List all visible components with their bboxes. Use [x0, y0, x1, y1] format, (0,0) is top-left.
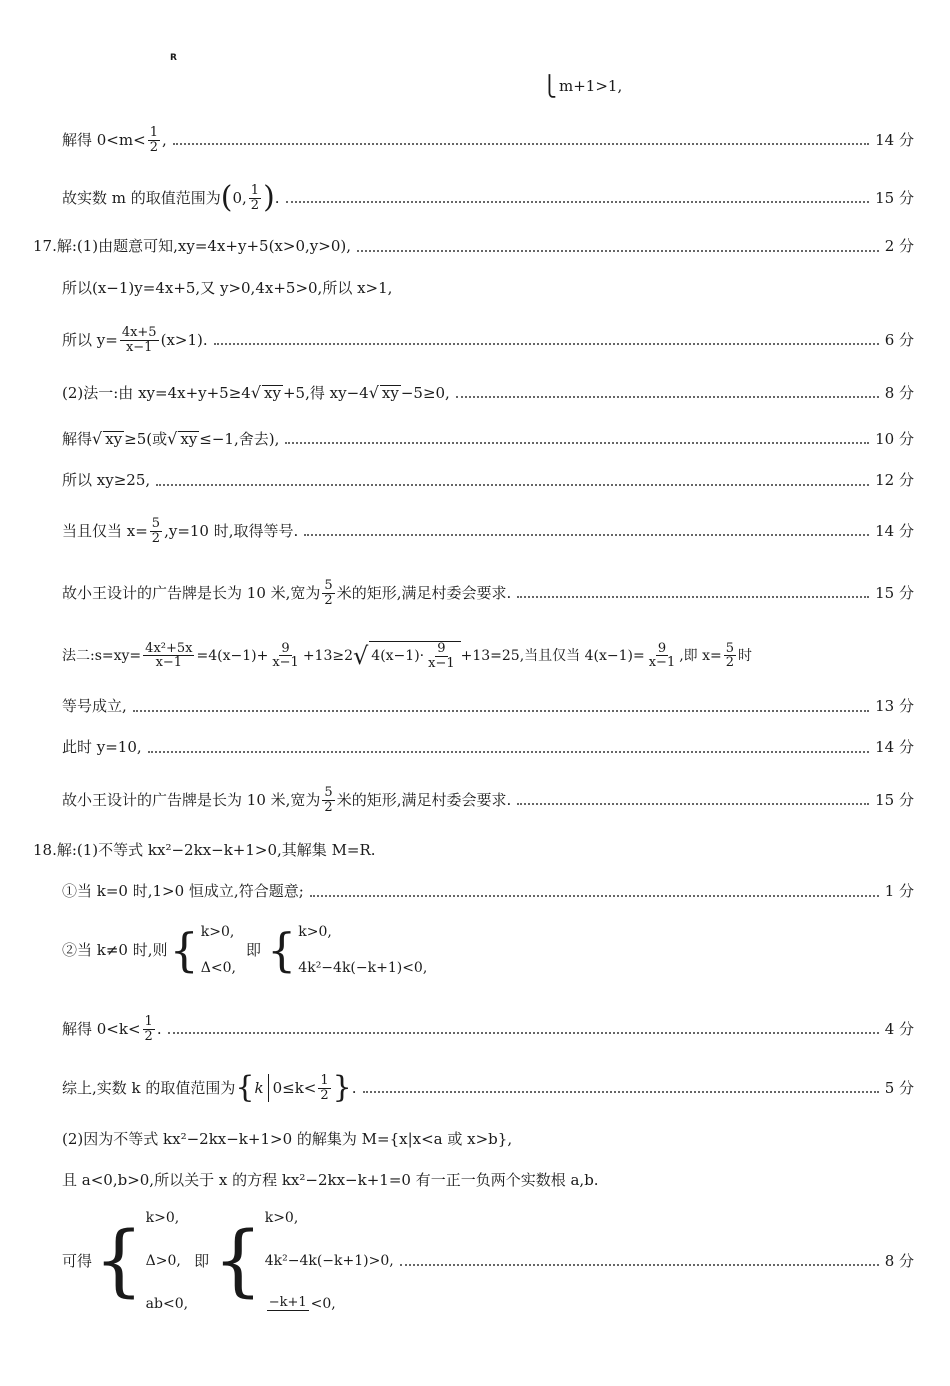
line-l4: 所以(x−1)y=4x+5,又 y>0,4x+5>0,所以 x>1, — [62, 279, 393, 297]
line-l19: 综上,实数 k 的取值范围为 { k 0≤k< $\frac{1}{2}$ } . 5 分 — [62, 1070, 914, 1105]
score: 15 分 — [875, 188, 914, 207]
score: 13 分 — [875, 697, 914, 715]
score: 2 分 — [884, 237, 914, 255]
top-mark: R — [170, 53, 177, 63]
line-l15: 18.解:(1)不等式 kx²−2kx−k+1>0,其解集 M=R. — [33, 841, 376, 859]
line-l13: 此时 y=10, 14 分 — [62, 738, 914, 756]
score: 4 分 — [884, 1019, 914, 1038]
score: 1 分 — [884, 882, 914, 900]
score: 12 分 — [875, 471, 914, 489]
m-condition-line: ⎩ m+1>1, — [542, 74, 623, 98]
line-l6: (2)法一:由 xy=4x+y+5≥4 √ xy +5,得 xy−4 √ xy −5≥0, 8 分 — [62, 383, 914, 402]
line-l11: 法二:s=xy= $\frac{\text{4x²+5x}}{x-1}$ =4(x−1)+ $\frac{9}{x-1}$ +13≥2 √ 4(x−1)· $\frac{9}{x-1}$ +13=25,当且仅当 4(x−1)= $\frac{9}{x-1}$ ,即 x= $\frac{5}{2}$ 时 — [62, 640, 753, 671]
line-l1: 解得 0<m< $\frac{1}{2}$ , 14 分 — [62, 125, 914, 155]
line-l8: 所以 xy≥25, 12 分 — [62, 471, 914, 489]
score: 14 分 — [875, 130, 914, 149]
score: 15 分 — [875, 790, 914, 809]
line-l18: 解得 0<k< $\frac{1}{2}$ . 4 分 — [62, 1014, 914, 1044]
score: 8 分 — [884, 383, 914, 402]
score: 5 分 — [884, 1078, 914, 1097]
line-l5: 所以 y= $\frac{4x+5}{x-1}$ (x>1). 6 分 — [62, 325, 914, 355]
line-l12: 等号成立, 13 分 — [62, 697, 914, 715]
score: 15 分 — [875, 583, 914, 602]
line-l7: 解得 √ xy ≥5(或 √ xy ≤−1,舍去), 10 分 — [62, 429, 914, 448]
line-l2: 故实数 m 的取值范围为 ( 0, $\frac{1}{2}$ ) . 15 分 — [62, 180, 914, 215]
line-l10: 故小王设计的广告牌是长为 10 米,宽为 $\frac{5}{2}$ 米的矩形,满足村委会要求. 15 分 — [62, 578, 914, 608]
line-l20: (2)因为不等式 kx²−2kx−k+1>0 的解集为 M={x|x<a 或 x>b}, — [62, 1130, 513, 1148]
score: 14 分 — [875, 521, 914, 540]
line-l22: 可得 { k>0, Δ>0, ab<0, 即 { k>0, 4k²−4k(−k+1)>0, −k+1 <0, 8 分 — [62, 1210, 914, 1312]
score: 10 分 — [875, 429, 914, 448]
line-l16: ①当 k=0 时,1>0 恒成立,符合题意; 1 分 — [62, 882, 914, 900]
line-l17: ②当 k≠0 时,则 { k>0, Δ<0, 即 { k>0, 4k²−4k(−k+1)<0, — [62, 923, 428, 977]
line-l21: 且 a<0,b>0,所以关于 x 的方程 kx²−2kx−k+1=0 有一正一负两个实数根 a,b. — [62, 1171, 599, 1189]
line-l3: 17.解:(1)由题意可知,xy=4x+y+5(x>0,y>0), 2 分 — [33, 237, 914, 255]
score: 8 分 — [884, 1251, 914, 1270]
score: 14 分 — [875, 738, 914, 756]
line-l9: 当且仅当 x= $\frac{5}{2}$ ,y=10 时,取得等号. 14 分 — [62, 516, 914, 546]
score: 6 分 — [884, 330, 914, 349]
line-l14: 故小王设计的广告牌是长为 10 米,宽为 $\frac{5}{2}$ 米的矩形,满足村委会要求. 15 分 — [62, 785, 914, 815]
